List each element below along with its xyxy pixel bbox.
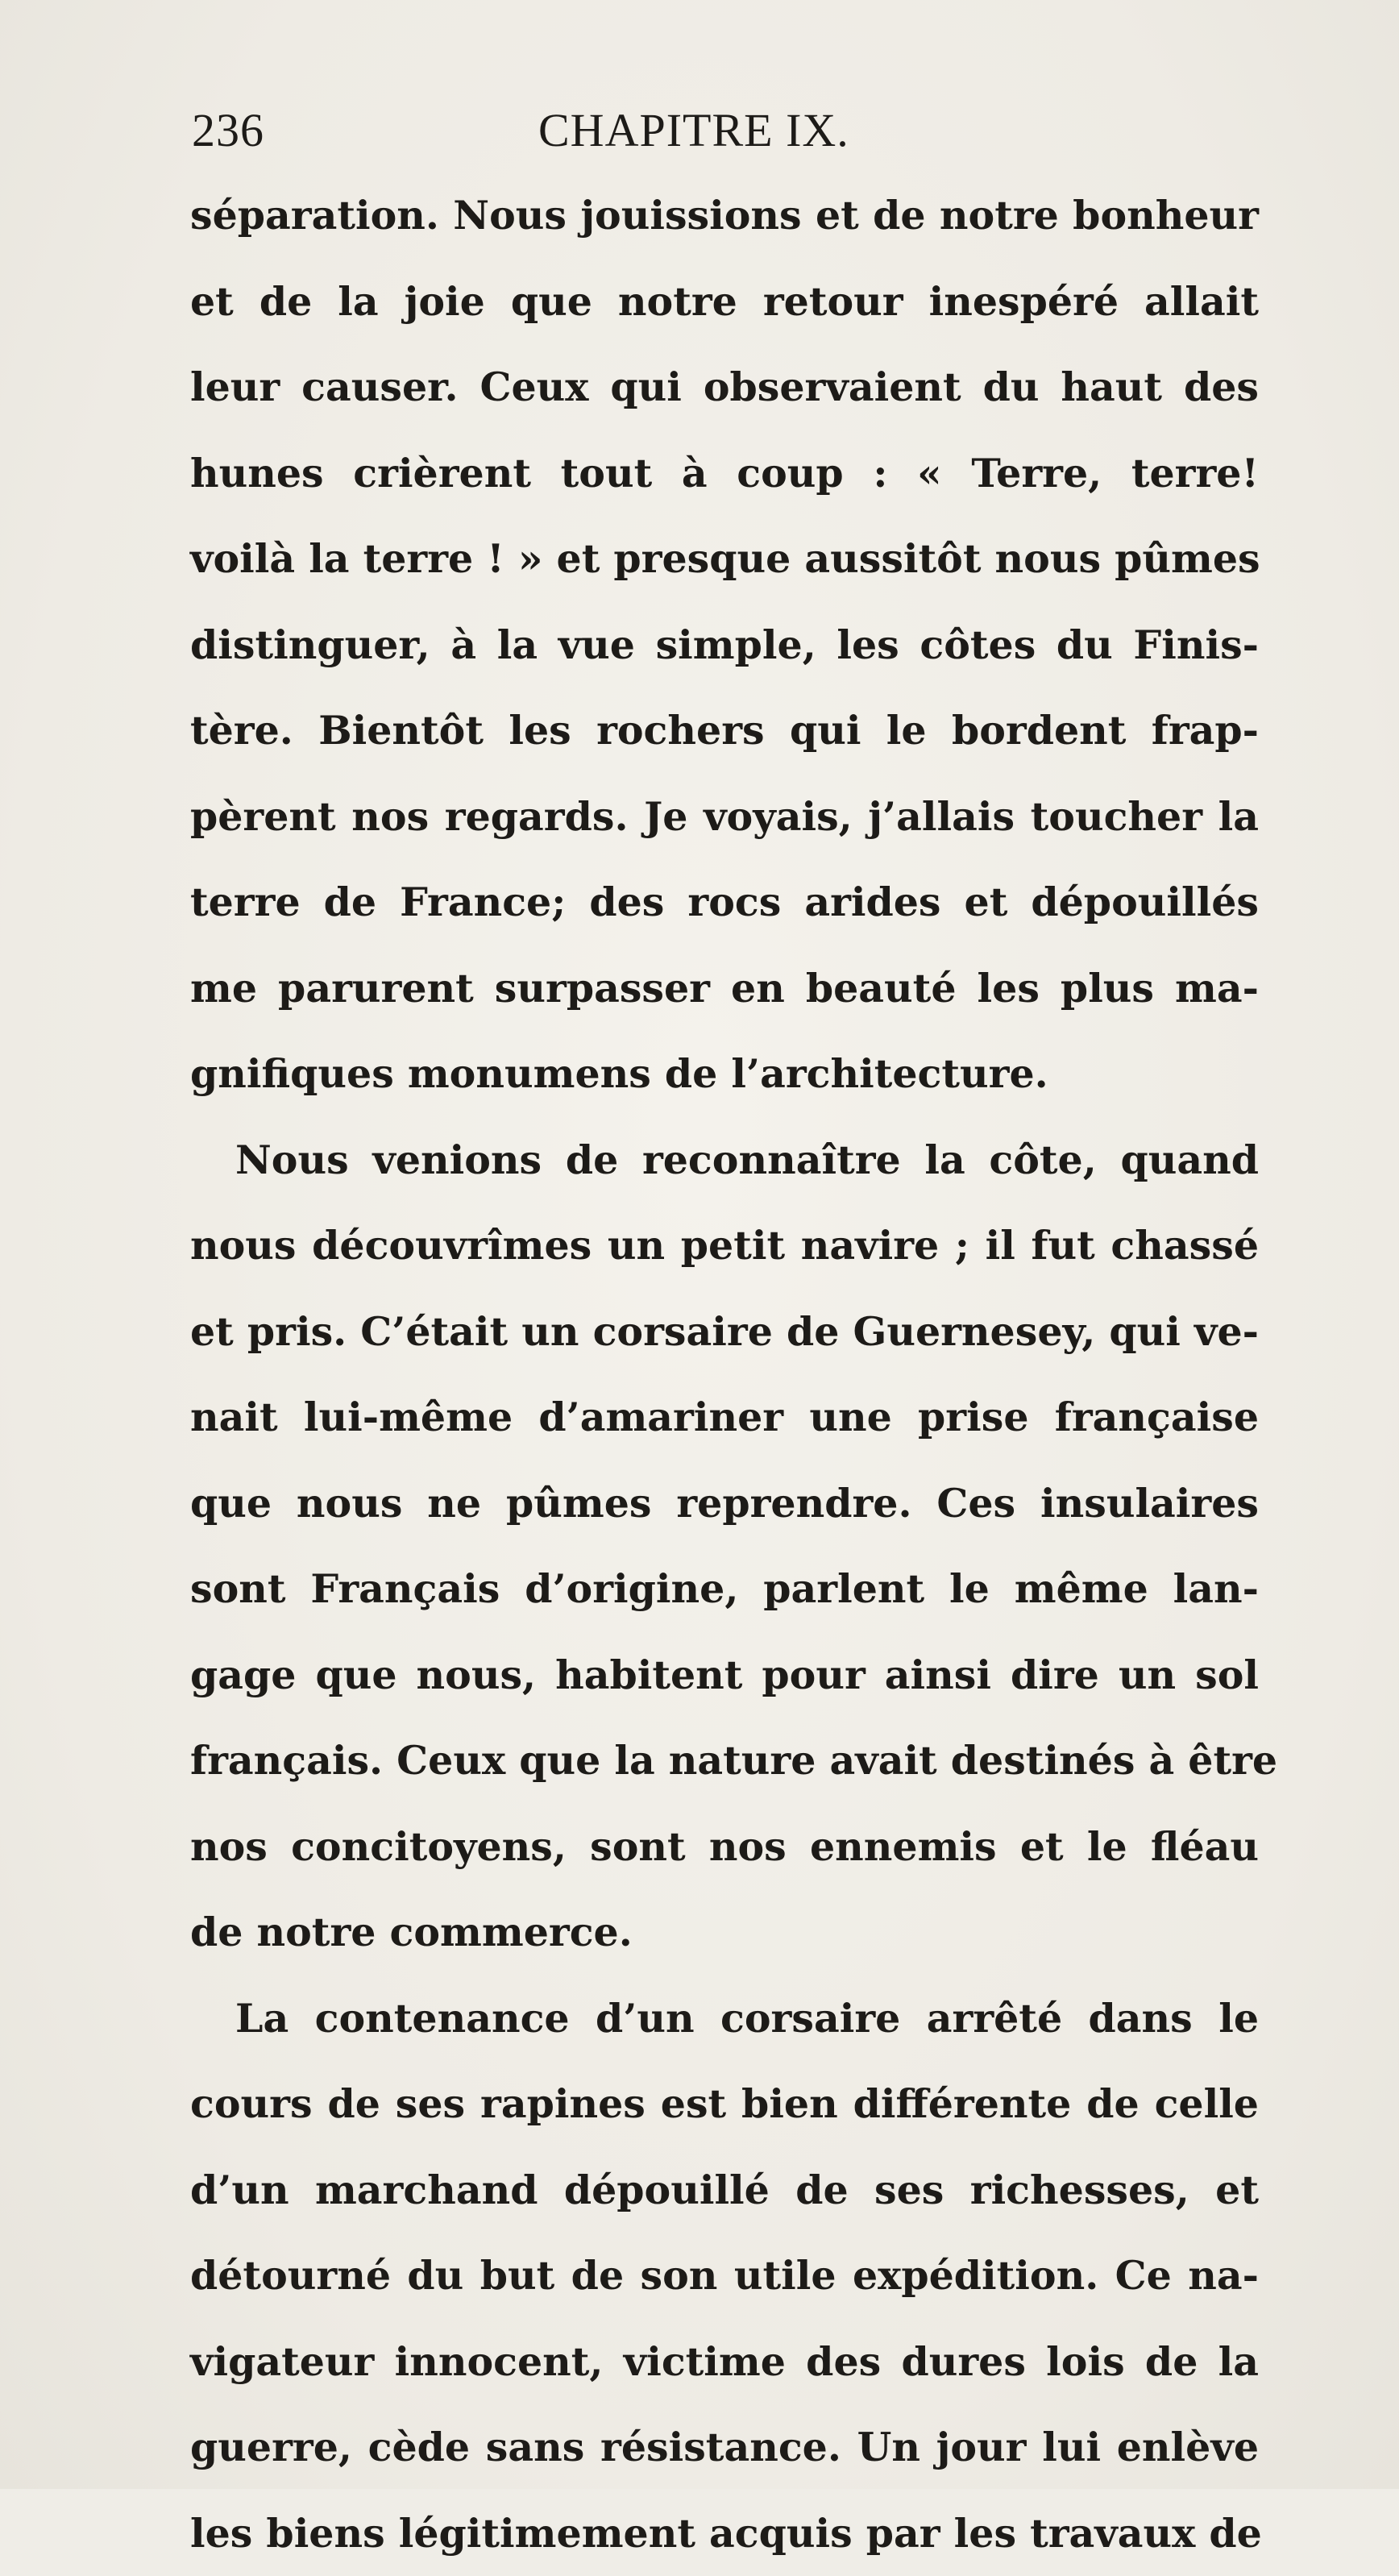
text-line: nait lui-même d’amariner une prise française xyxy=(190,1374,1259,1460)
text-line: français. Ceux que la nature avait destinés à être xyxy=(190,1718,1259,1804)
text-line: nous découvrîmes un petit navire ; il fut chassé xyxy=(190,1203,1259,1289)
paragraph-start-line: La contenance d’un corsaire arrêté dans le xyxy=(190,1976,1259,2062)
text-line: distinguer, à la vue simple, les côtes du Finis- xyxy=(190,602,1259,688)
text-line: me parurent surpasser en beauté les plus ma- xyxy=(190,945,1259,1032)
text-line: que nous ne pûmes reprendre. Ces insulaires xyxy=(190,1460,1259,1547)
text-line: hunes crièrent tout à coup : « Terre, terre! xyxy=(190,430,1259,517)
body-text xyxy=(190,172,1259,2576)
text-line: cours de ses rapines est bien différente de celle xyxy=(190,2061,1259,2147)
text-line: nos concitoyens, sont nos ennemis et le fléau xyxy=(190,1804,1259,1890)
paragraph-end-line: gnifiques monumens de l’architecture. xyxy=(190,1031,1259,1117)
text-line: guerre, cède sans résistance. Un jour lui enlève xyxy=(190,2404,1259,2491)
text-line: d’un marchand dépouillé de ses richesses, et xyxy=(190,2147,1259,2233)
page-number: 236 xyxy=(192,98,264,163)
text-line: gage que nous, habitent pour ainsi dire un sol xyxy=(190,1632,1259,1718)
paragraph-start-line: Nous venions de reconnaître la côte, quand xyxy=(190,1117,1259,1203)
running-head xyxy=(192,98,1296,163)
chapter-title: CHAPITRE IX. xyxy=(538,98,849,163)
text-line: terre de France; des rocs arides et dépouillés xyxy=(190,859,1259,945)
paragraph-end-line: de notre commerce. xyxy=(190,1889,1259,1976)
text-line: tère. Bientôt les rochers qui le bordent frap- xyxy=(190,688,1259,774)
text-line: pèrent nos regards. Je voyais, j’allais toucher la xyxy=(190,774,1259,860)
text-line: voilà la terre ! » et presque aussitôt nous pûmes xyxy=(190,516,1259,602)
text-line: leur causer. Ceux qui observaient du haut des xyxy=(190,344,1259,430)
text-line: et de la joie que notre retour inespéré allait xyxy=(190,259,1259,345)
text-line: détourné du but de son utile expédition. Ce na- xyxy=(190,2233,1259,2319)
text-line: sont Français d’origine, parlent le même lan- xyxy=(190,1546,1259,1632)
text-line: et pris. C’était un corsaire de Guernesey, qui ve- xyxy=(190,1289,1259,1375)
text-line: les biens légitimement acquis par les travaux de xyxy=(190,2491,1259,2576)
text-line: séparation. Nous jouissions et de notre bonheur xyxy=(190,172,1259,259)
text-line: vigateur innocent, victime des dures lois de la xyxy=(190,2319,1259,2405)
